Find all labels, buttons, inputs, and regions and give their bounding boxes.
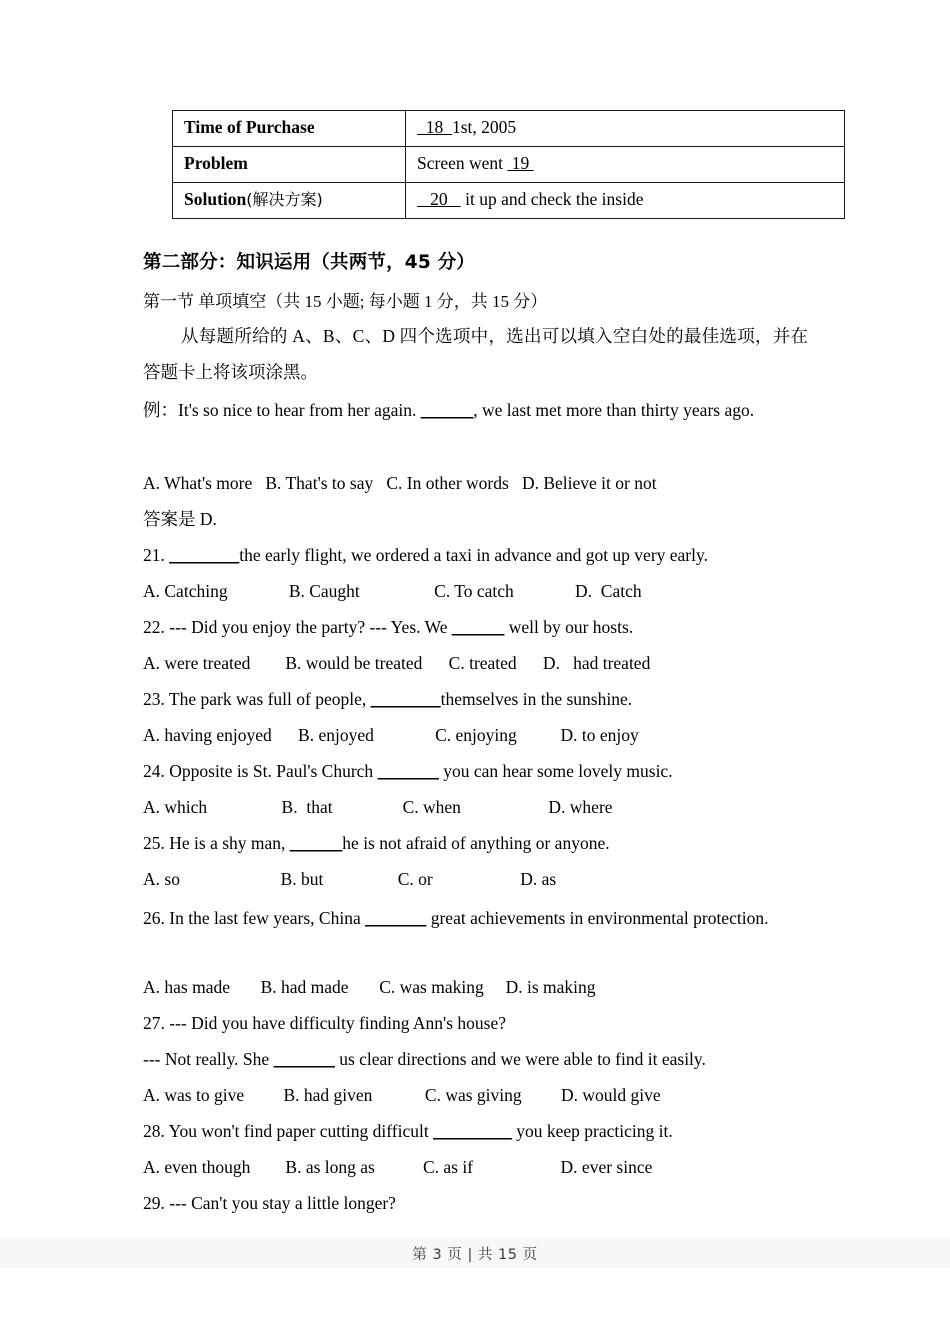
question-26-options: A. has made B. had made C. was making D. is making [143,977,596,997]
page-number-label: 第 3 页 | 共 15 页 [412,1246,538,1263]
question-22-options: A. were treated B. would be treated C. treated D. had treated [143,653,651,673]
row-label-solution-chinese: (解决方案) [246,189,323,209]
answer-blank-20: 20 [417,188,461,209]
question-27-reply-before: --- Not really. She [143,1049,274,1069]
directions-paragraph: 从每题所给的 A、B、C、D 四个选项中，选出可以填入空白处的最佳选项，并在答题卡上将该项涂黑。 [143,326,808,382]
question-22-number: 22. [143,617,165,637]
question-22-blank: ______ [451,617,505,637]
question-25-stem-after: he is not afraid of anything or anyone. [342,833,610,853]
question-23-number: 23. [143,689,165,709]
table-cell-label [173,182,406,218]
row-label-solution: Solution [184,188,247,209]
question-24-options: A. which B. that C. when D. where [143,797,613,817]
question-23-stem [143,689,808,710]
purchase-info-table-wrapper [172,110,802,219]
table-row [173,182,845,218]
question-21-stem-after: the early flight, we ordered a taxi in advance and got up very early. [239,545,708,565]
answer-blank-18: 18 [417,117,452,137]
subsection-title-section-one: 第一节 单项填空（共 15 小题; 每小题 1 分，共 15 分） [143,292,548,311]
question-22-stem [143,617,808,638]
question-28-stem-before: You won't find paper cutting difficult [164,1121,434,1141]
question-22-stem-after: well by our hosts. [504,617,634,637]
table-row [173,111,845,147]
question-23-options: A. having enjoyed B. enjoyed C. enjoying D. to enjoy [143,725,639,745]
table-cell-label [173,111,406,147]
question-28-options: A. even though B. as long as C. as if D. ever since [143,1157,653,1177]
question-28-blank: _________ [433,1121,512,1141]
question-26-stem-after: great achievements in environmental protection. [426,908,769,928]
question-23-stem-after: themselves in the sunshine. [440,689,633,709]
question-26-blank: _______ [365,908,427,928]
question-21-stem [143,545,808,566]
table-cell-value [406,182,845,218]
table-cell-label [173,146,406,182]
row-value-solution: it up and check the inside [460,188,644,209]
table-cell-value [406,111,845,147]
question-26-number: 26. [143,908,165,928]
example-stem-after: , we last met more than thirty years ago. [473,400,755,420]
question-28-stem-after: you keep practicing it. [511,1121,673,1141]
question-27-number: 27. [143,1013,165,1033]
row-label-problem: Problem [184,152,248,173]
question-24-blank: _______ [377,761,439,781]
table-row [173,146,845,182]
question-24-stem-after: you can hear some lovely music. [438,761,673,781]
question-26-stem [143,900,808,936]
question-21-number: 21. [143,545,165,565]
question-27-options: A. was to give B. had given C. was giving D. would give [143,1085,661,1105]
question-25-stem [143,833,808,854]
question-29-stem [143,1193,808,1214]
question-24-stem-before: Opposite is St. Paul's Church [164,761,378,781]
example-options: A. What's more B. That's to say C. In other words D. Believe it or not [143,473,657,493]
page-footer [0,1238,950,1268]
question-21-options: A. Catching B. Caught C. To catch D. Catch [143,581,642,601]
question-23-blank: ________ [370,689,441,709]
row-value-time-of-purchase: 1st, 2005 [452,117,517,137]
question-25-number: 25. [143,833,165,853]
answer-blank-19: 19 [507,152,534,173]
question-23-stem-before: The park was full of people, [164,689,371,709]
purchase-info-table [172,110,845,219]
example-stem-before: It's so nice to hear from her again. [178,400,421,420]
question-27-stem [143,1013,808,1034]
question-27-reply-after: us clear directions and we were able to find it easily. [334,1049,706,1069]
question-28-number: 28. [143,1121,165,1141]
question-27-blank: _______ [273,1049,335,1069]
question-24-stem [143,761,808,782]
question-25-stem-before: He is a shy man, [164,833,290,853]
example-stem [143,392,808,428]
question-22-stem-before: --- Did you enjoy the party? --- Yes. We [164,617,452,637]
question-27-stem-before: --- Did you have difficulty finding Ann's house? [164,1013,506,1033]
section-title-part-two: 第二部分：知识运用（共两节，45 分） [143,252,475,273]
table-cell-value [406,146,845,182]
example-blank: ______ [420,400,474,420]
question-21-blank: ________ [169,545,240,565]
question-29-number: 29. [143,1193,165,1213]
row-label-time-of-purchase: Time of Purchase [184,117,315,137]
question-29-stem-before: --- Can't you stay a little longer? [164,1193,396,1213]
question-27-stem-line2 [143,1049,808,1070]
question-24-number: 24. [143,761,165,781]
row-value-problem-prefix: Screen went [417,152,508,173]
question-28-stem [143,1121,808,1142]
example-answer: 答案是 D. [143,509,217,529]
example-prefix: 例： [143,400,178,420]
question-26-stem-before: In the last few years, China [164,908,366,928]
question-25-blank: ______ [289,833,343,853]
question-25-options: A. so B. but C. or D. as [143,869,557,889]
